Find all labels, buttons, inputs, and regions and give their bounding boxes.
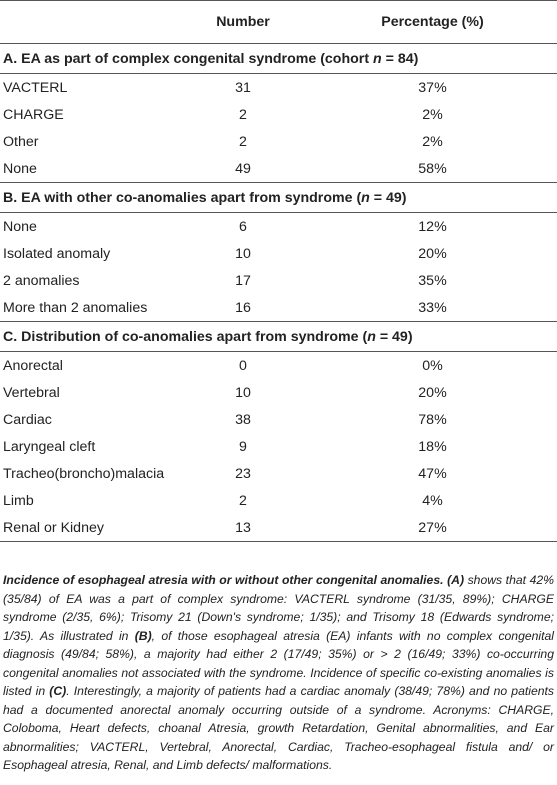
row-percentage: 35% xyxy=(418,272,447,289)
table-row xyxy=(0,433,557,460)
row-number: 2 xyxy=(239,106,247,123)
row-number: 38 xyxy=(235,411,251,428)
caption-title: Incidence of esophageal atresia with or without other congenital anomalies. xyxy=(3,573,444,587)
section-title-text: C. Distribution of co-anomalies apart from syndrome ( xyxy=(3,328,368,345)
table-row xyxy=(0,101,557,128)
row-percentage: 2% xyxy=(422,106,443,123)
header-label-empty xyxy=(0,1,178,44)
row-label: VACTERL xyxy=(3,79,68,96)
section-title xyxy=(0,183,557,213)
caption-text-3: . Interestingly, a majority of patients had a cardiac anomaly (38/49; 78%) and no patients had a documented anorectal anomaly occurring outside of a syndrome. Acronyms: CHARGE, Coloboma, Heart defects, choanal Atresia, growth Retardation, Genital abnormalities, and Ear abnormalities; VACTERL, Vertebral, Anorectal, Cardiac, Tracheo-esophageal fistula and/ or Esophageal atresia, Renal, and Limb defects/ malformations. xyxy=(3,684,554,772)
row-percentage: 37% xyxy=(418,79,447,96)
section-title xyxy=(0,322,557,352)
row-number: 31 xyxy=(235,79,251,96)
row-number: 6 xyxy=(239,218,247,235)
table-row xyxy=(0,267,557,294)
table-row xyxy=(0,240,557,267)
header-row xyxy=(0,1,557,44)
row-label: Cardiac xyxy=(3,411,52,428)
row-label: 2 anomalies xyxy=(3,272,80,289)
section-title-n: n xyxy=(373,50,382,67)
section-title-count: = 49) xyxy=(369,189,407,206)
table-row xyxy=(0,487,557,514)
row-number: 17 xyxy=(235,272,251,289)
row-label: CHARGE xyxy=(3,106,64,123)
row-label: None xyxy=(3,160,37,177)
section-title-text: A. EA as part of complex congenital syndrome (cohort xyxy=(3,50,373,67)
row-label: Laryngeal cleft xyxy=(3,438,96,455)
row-number: 13 xyxy=(178,514,308,542)
row-percentage: 58% xyxy=(418,160,447,177)
table-row xyxy=(0,155,557,183)
row-label: More than 2 anomalies xyxy=(3,299,148,316)
row-label: Tracheo(broncho)malacia xyxy=(3,465,165,482)
row-label: Isolated anomaly xyxy=(3,245,111,262)
section-title-n: n xyxy=(367,328,376,345)
row-percentage: 78% xyxy=(418,411,447,428)
section-header-row xyxy=(0,322,557,352)
row-percentage: 20% xyxy=(418,384,447,401)
table-row xyxy=(0,514,557,542)
caption-ref-b: (B) xyxy=(134,628,152,643)
caption-text-2: , of those esophageal atresia (EA) infants with no complex congenital diagnosis (49/84; 58%), a majority had either 2 (17/49; 35%) or > 2 (16/49; 33%) co-occurring congenital anomalies not associated with the syndrome. Incidence of specific co-existing anomalies is listed in xyxy=(3,628,555,698)
row-number: 2 xyxy=(239,133,247,150)
row-number: 10 xyxy=(235,384,251,401)
section-title-text: B. EA with other co-anomalies apart from syndrome ( xyxy=(3,189,362,206)
caption-ref-c: (C) xyxy=(49,684,67,698)
row-label: Other xyxy=(3,133,39,150)
table-body xyxy=(0,44,557,542)
table-row xyxy=(0,128,557,155)
section-title-count: = 49) xyxy=(375,328,413,345)
row-percentage: 27% xyxy=(308,514,557,542)
row-label: Anorectal xyxy=(3,357,63,374)
row-number: 9 xyxy=(239,438,247,455)
row-number: 2 xyxy=(239,492,247,509)
row-percentage: 20% xyxy=(418,245,447,262)
section-header-row xyxy=(0,183,557,213)
row-percentage: 0% xyxy=(422,357,443,374)
row-number: 23 xyxy=(235,465,251,482)
row-number: 16 xyxy=(235,299,251,316)
section-title xyxy=(0,44,557,74)
table-row xyxy=(0,460,557,487)
table-row xyxy=(0,74,557,102)
row-percentage: 2% xyxy=(422,133,443,150)
header-percentage: Percentage (%) xyxy=(308,1,557,44)
table-row xyxy=(0,213,557,241)
row-label: Renal or Kidney xyxy=(0,514,178,542)
row-number: 10 xyxy=(235,245,251,262)
section-title-count: = 84) xyxy=(381,50,419,67)
table-caption xyxy=(3,571,554,775)
row-percentage: 47% xyxy=(418,465,447,482)
row-label: Vertebral xyxy=(3,384,60,401)
table-row xyxy=(0,406,557,433)
caption-text-1: shows that 42% (35/84) of EA was a part of complex syndrome: VACTERL syndrome (31/35, 89%); CHARGE syndrome (2/35, 6%); Trisomy 21 (Down's syndrome; 1/35); and Trisomy 18 (Edwards syndrome; 1/35). As illustrated in xyxy=(3,573,554,643)
row-percentage: 33% xyxy=(418,299,447,316)
table-row xyxy=(0,294,557,322)
row-number: 49 xyxy=(235,160,251,177)
section-title-n: n xyxy=(361,189,370,206)
table-row xyxy=(0,379,557,406)
caption-ref-a: (A) xyxy=(447,573,464,587)
row-percentage: 18% xyxy=(418,438,447,455)
section-header-row xyxy=(0,44,557,74)
row-percentage: 4% xyxy=(422,492,443,509)
row-label: Limb xyxy=(3,492,34,509)
header-number: Number xyxy=(178,1,308,44)
row-number: 0 xyxy=(239,357,247,374)
row-percentage: 12% xyxy=(418,218,447,235)
row-label: None xyxy=(3,218,37,235)
table-row xyxy=(0,352,557,380)
